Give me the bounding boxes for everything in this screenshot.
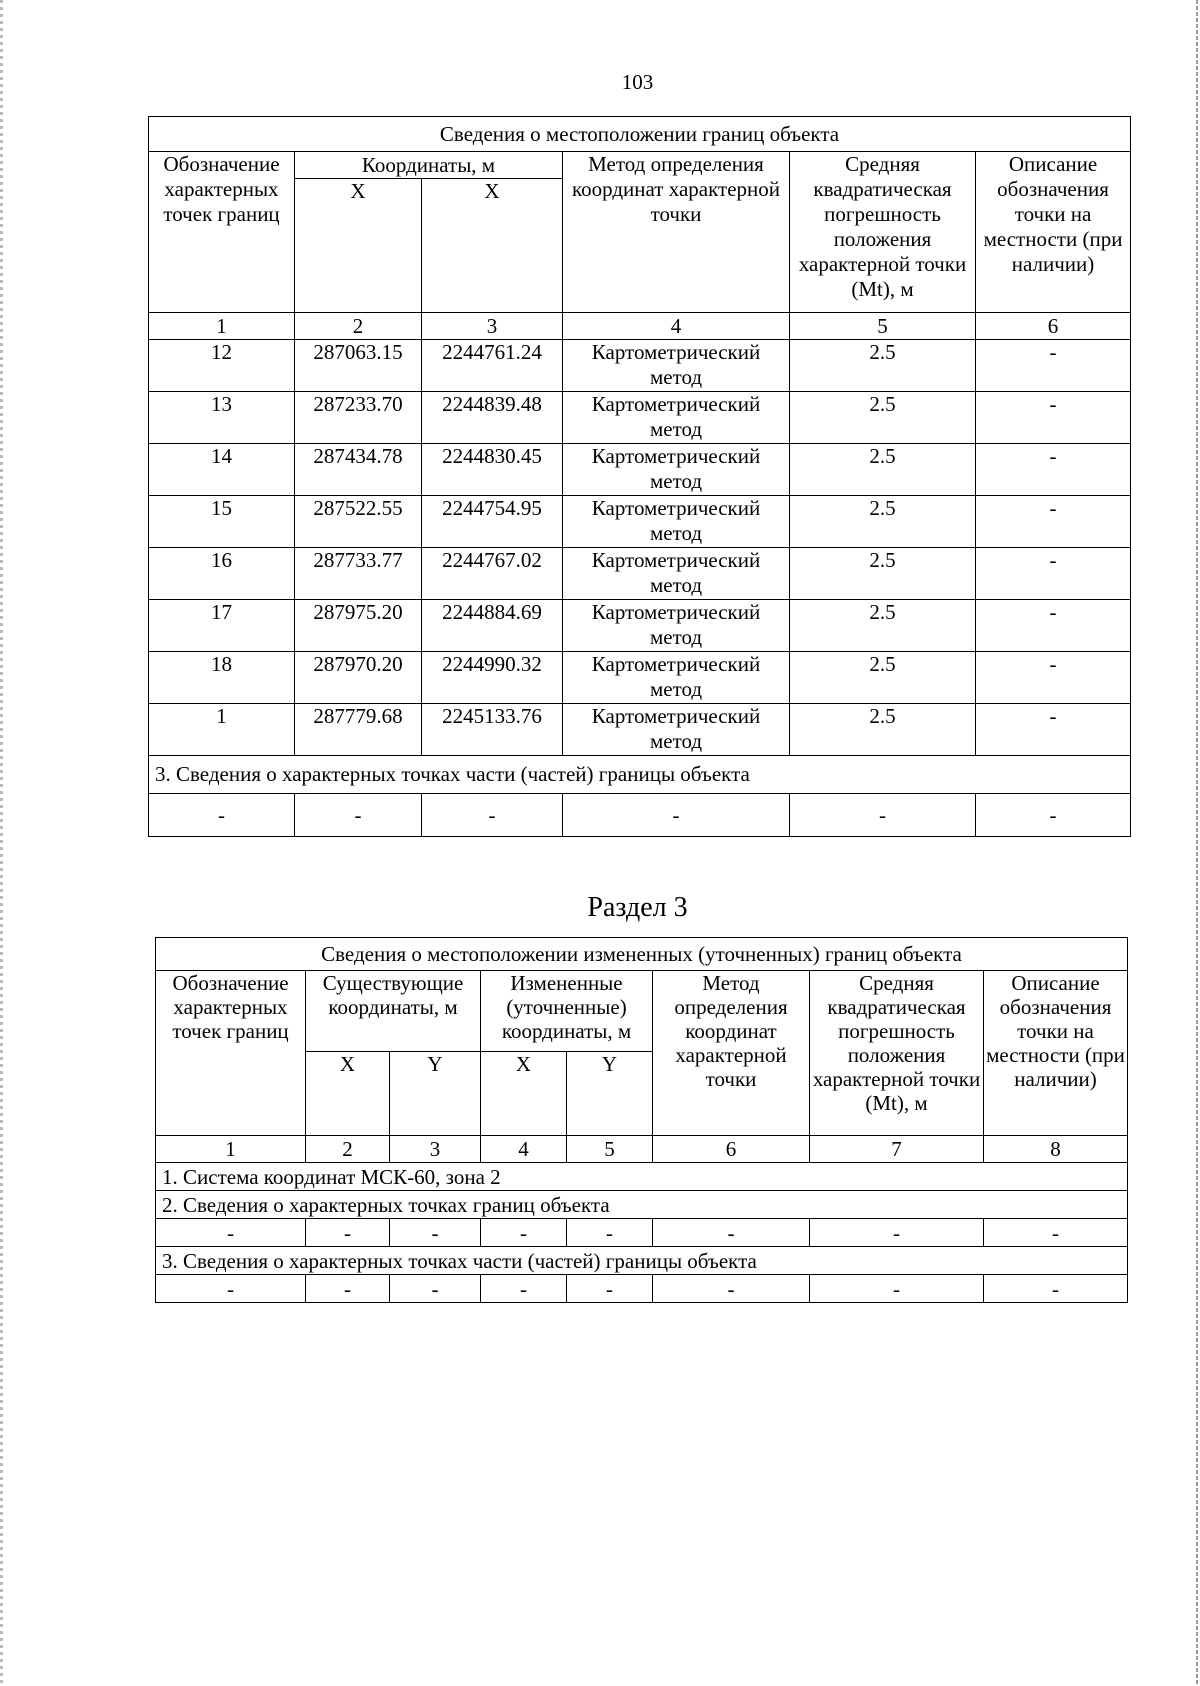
scan-edge-left	[0, 0, 3, 1686]
table-row	[149, 794, 1131, 837]
cell-error: 2.5	[790, 600, 976, 652]
column-number: 6	[653, 1136, 810, 1163]
column-number: 4	[563, 313, 790, 340]
table-row	[149, 392, 1131, 444]
cell-y: 2244761.24	[422, 340, 563, 392]
dash-cell: -	[984, 1219, 1128, 1247]
dash-cell: -	[567, 1275, 653, 1303]
cell-y: 2244884.69	[422, 600, 563, 652]
cell-description: -	[976, 340, 1131, 392]
cell-description: -	[976, 548, 1131, 600]
table-row	[149, 652, 1131, 704]
cell-point: 14	[149, 444, 295, 496]
table-row	[149, 600, 1131, 652]
dash-cell: -	[306, 1275, 390, 1303]
cell-point: 1	[149, 704, 295, 756]
cell-description: -	[976, 392, 1131, 444]
column-number: 6	[976, 313, 1131, 340]
section-label: 3. Сведения о характерных точках части (частей) границы объекта	[156, 1247, 1128, 1275]
cell-error: 2.5	[790, 444, 976, 496]
cell-point: 15	[149, 496, 295, 548]
header-y: Y	[567, 1052, 653, 1136]
table-row	[149, 444, 1131, 496]
cell-x: 287233.70	[295, 392, 422, 444]
cell-description: -	[976, 600, 1131, 652]
header-y: Y	[390, 1052, 481, 1136]
cell-point: 17	[149, 600, 295, 652]
column-number: 2	[306, 1136, 390, 1163]
cell-error: 2.5	[790, 392, 976, 444]
dash-cell: -	[567, 1219, 653, 1247]
column-number: 7	[810, 1136, 984, 1163]
header-coords: Координаты, м	[295, 152, 563, 179]
dash-cell: -	[790, 794, 976, 837]
cell-y: 2244754.95	[422, 496, 563, 548]
table-row	[149, 496, 1131, 548]
cell-point: 13	[149, 392, 295, 444]
coordinate-system-label: 1. Система координат МСК-60, зона 2	[156, 1163, 1128, 1191]
cell-method: Картометрический метод	[563, 496, 790, 548]
cell-y: 2244767.02	[422, 548, 563, 600]
header-x: X	[422, 179, 563, 313]
cell-x: 287733.77	[295, 548, 422, 600]
table-row	[149, 704, 1131, 756]
boundary-table	[148, 116, 1131, 837]
table-row	[156, 1219, 1128, 1247]
header-changed: Измененные (уточненные) координаты, м	[481, 971, 653, 1052]
dash-cell: -	[295, 794, 422, 837]
column-number: 4	[481, 1136, 567, 1163]
dash-cell: -	[976, 794, 1131, 837]
column-number: 8	[984, 1136, 1128, 1163]
cell-point: 12	[149, 340, 295, 392]
section-label: 3. Сведения о характерных точках части (частей) границы объекта	[149, 756, 1131, 794]
header-point: Обозначение характерных точек границ	[149, 152, 295, 313]
dash-cell: -	[810, 1275, 984, 1303]
column-number: 5	[790, 313, 976, 340]
cell-error: 2.5	[790, 340, 976, 392]
dash-cell: -	[481, 1219, 567, 1247]
table-title: Сведения о местоположении измененных (уточненных) границ объекта	[156, 938, 1128, 971]
dash-cell: -	[390, 1219, 481, 1247]
cell-description: -	[976, 444, 1131, 496]
cell-x: 287970.20	[295, 652, 422, 704]
table-title: Сведения о местоположении границ объекта	[149, 117, 1131, 152]
cell-y: 2244830.45	[422, 444, 563, 496]
header-x: X	[306, 1052, 390, 1136]
header-description: Описание обозначения точки на местности (при наличии)	[976, 152, 1131, 313]
column-number: 2	[295, 313, 422, 340]
cell-method: Картометрический метод	[563, 548, 790, 600]
cell-x: 287975.20	[295, 600, 422, 652]
header-method: Метод определения координат характерной точки	[653, 971, 810, 1136]
header-existing: Существующие координаты, м	[306, 971, 481, 1052]
dash-cell: -	[156, 1219, 306, 1247]
column-number: 3	[422, 313, 563, 340]
cell-method: Картометрический метод	[563, 392, 790, 444]
cell-description: -	[976, 652, 1131, 704]
cell-y: 2244990.32	[422, 652, 563, 704]
cell-method: Картометрический метод	[563, 340, 790, 392]
dash-cell: -	[984, 1275, 1128, 1303]
dash-cell: -	[563, 794, 790, 837]
dash-cell: -	[653, 1219, 810, 1247]
column-number: 1	[156, 1136, 306, 1163]
dash-cell: -	[156, 1275, 306, 1303]
header-error: Средняя квадратическая погрешность положения характерной точки (Mt), м	[810, 971, 984, 1136]
column-number: 5	[567, 1136, 653, 1163]
cell-error: 2.5	[790, 704, 976, 756]
cell-x: 287434.78	[295, 444, 422, 496]
cell-y: 2244839.48	[422, 392, 563, 444]
dash-cell: -	[390, 1275, 481, 1303]
header-description: Описание обозначения точки на местности (при наличии)	[984, 971, 1128, 1136]
cell-method: Картометрический метод	[563, 652, 790, 704]
cell-error: 2.5	[790, 496, 976, 548]
table-row	[149, 340, 1131, 392]
cell-method: Картометрический метод	[563, 444, 790, 496]
dash-cell: -	[810, 1219, 984, 1247]
cell-x: 287522.55	[295, 496, 422, 548]
table-row	[156, 1275, 1128, 1303]
cell-y: 2245133.76	[422, 704, 563, 756]
cell-error: 2.5	[790, 548, 976, 600]
dash-cell: -	[422, 794, 563, 837]
dash-cell: -	[306, 1219, 390, 1247]
section-heading: Раздел 3	[587, 892, 688, 923]
cell-x: 287063.15	[295, 340, 422, 392]
page-number: 103	[621, 70, 654, 94]
column-number: 1	[149, 313, 295, 340]
scan-edge-right	[1196, 0, 1198, 1686]
section-label: 2. Сведения о характерных точках границ объекта	[156, 1191, 1128, 1219]
dash-cell: -	[653, 1275, 810, 1303]
header-method: Метод определения координат характерной точки	[563, 152, 790, 313]
header-x: X	[481, 1052, 567, 1136]
dash-cell: -	[149, 794, 295, 837]
header-x: X	[295, 179, 422, 313]
column-number: 3	[390, 1136, 481, 1163]
cell-error: 2.5	[790, 652, 976, 704]
changed-boundary-table	[155, 937, 1128, 1303]
cell-point: 16	[149, 548, 295, 600]
header-point: Обозначение характерных точек границ	[156, 971, 306, 1136]
cell-description: -	[976, 496, 1131, 548]
dash-cell: -	[481, 1275, 567, 1303]
header-error: Средняя квадратическая погрешность положения характерной точки (Mt), м	[790, 152, 976, 313]
cell-method: Картометрический метод	[563, 704, 790, 756]
table-row	[149, 548, 1131, 600]
cell-x: 287779.68	[295, 704, 422, 756]
cell-method: Картометрический метод	[563, 600, 790, 652]
cell-description: -	[976, 704, 1131, 756]
cell-point: 18	[149, 652, 295, 704]
